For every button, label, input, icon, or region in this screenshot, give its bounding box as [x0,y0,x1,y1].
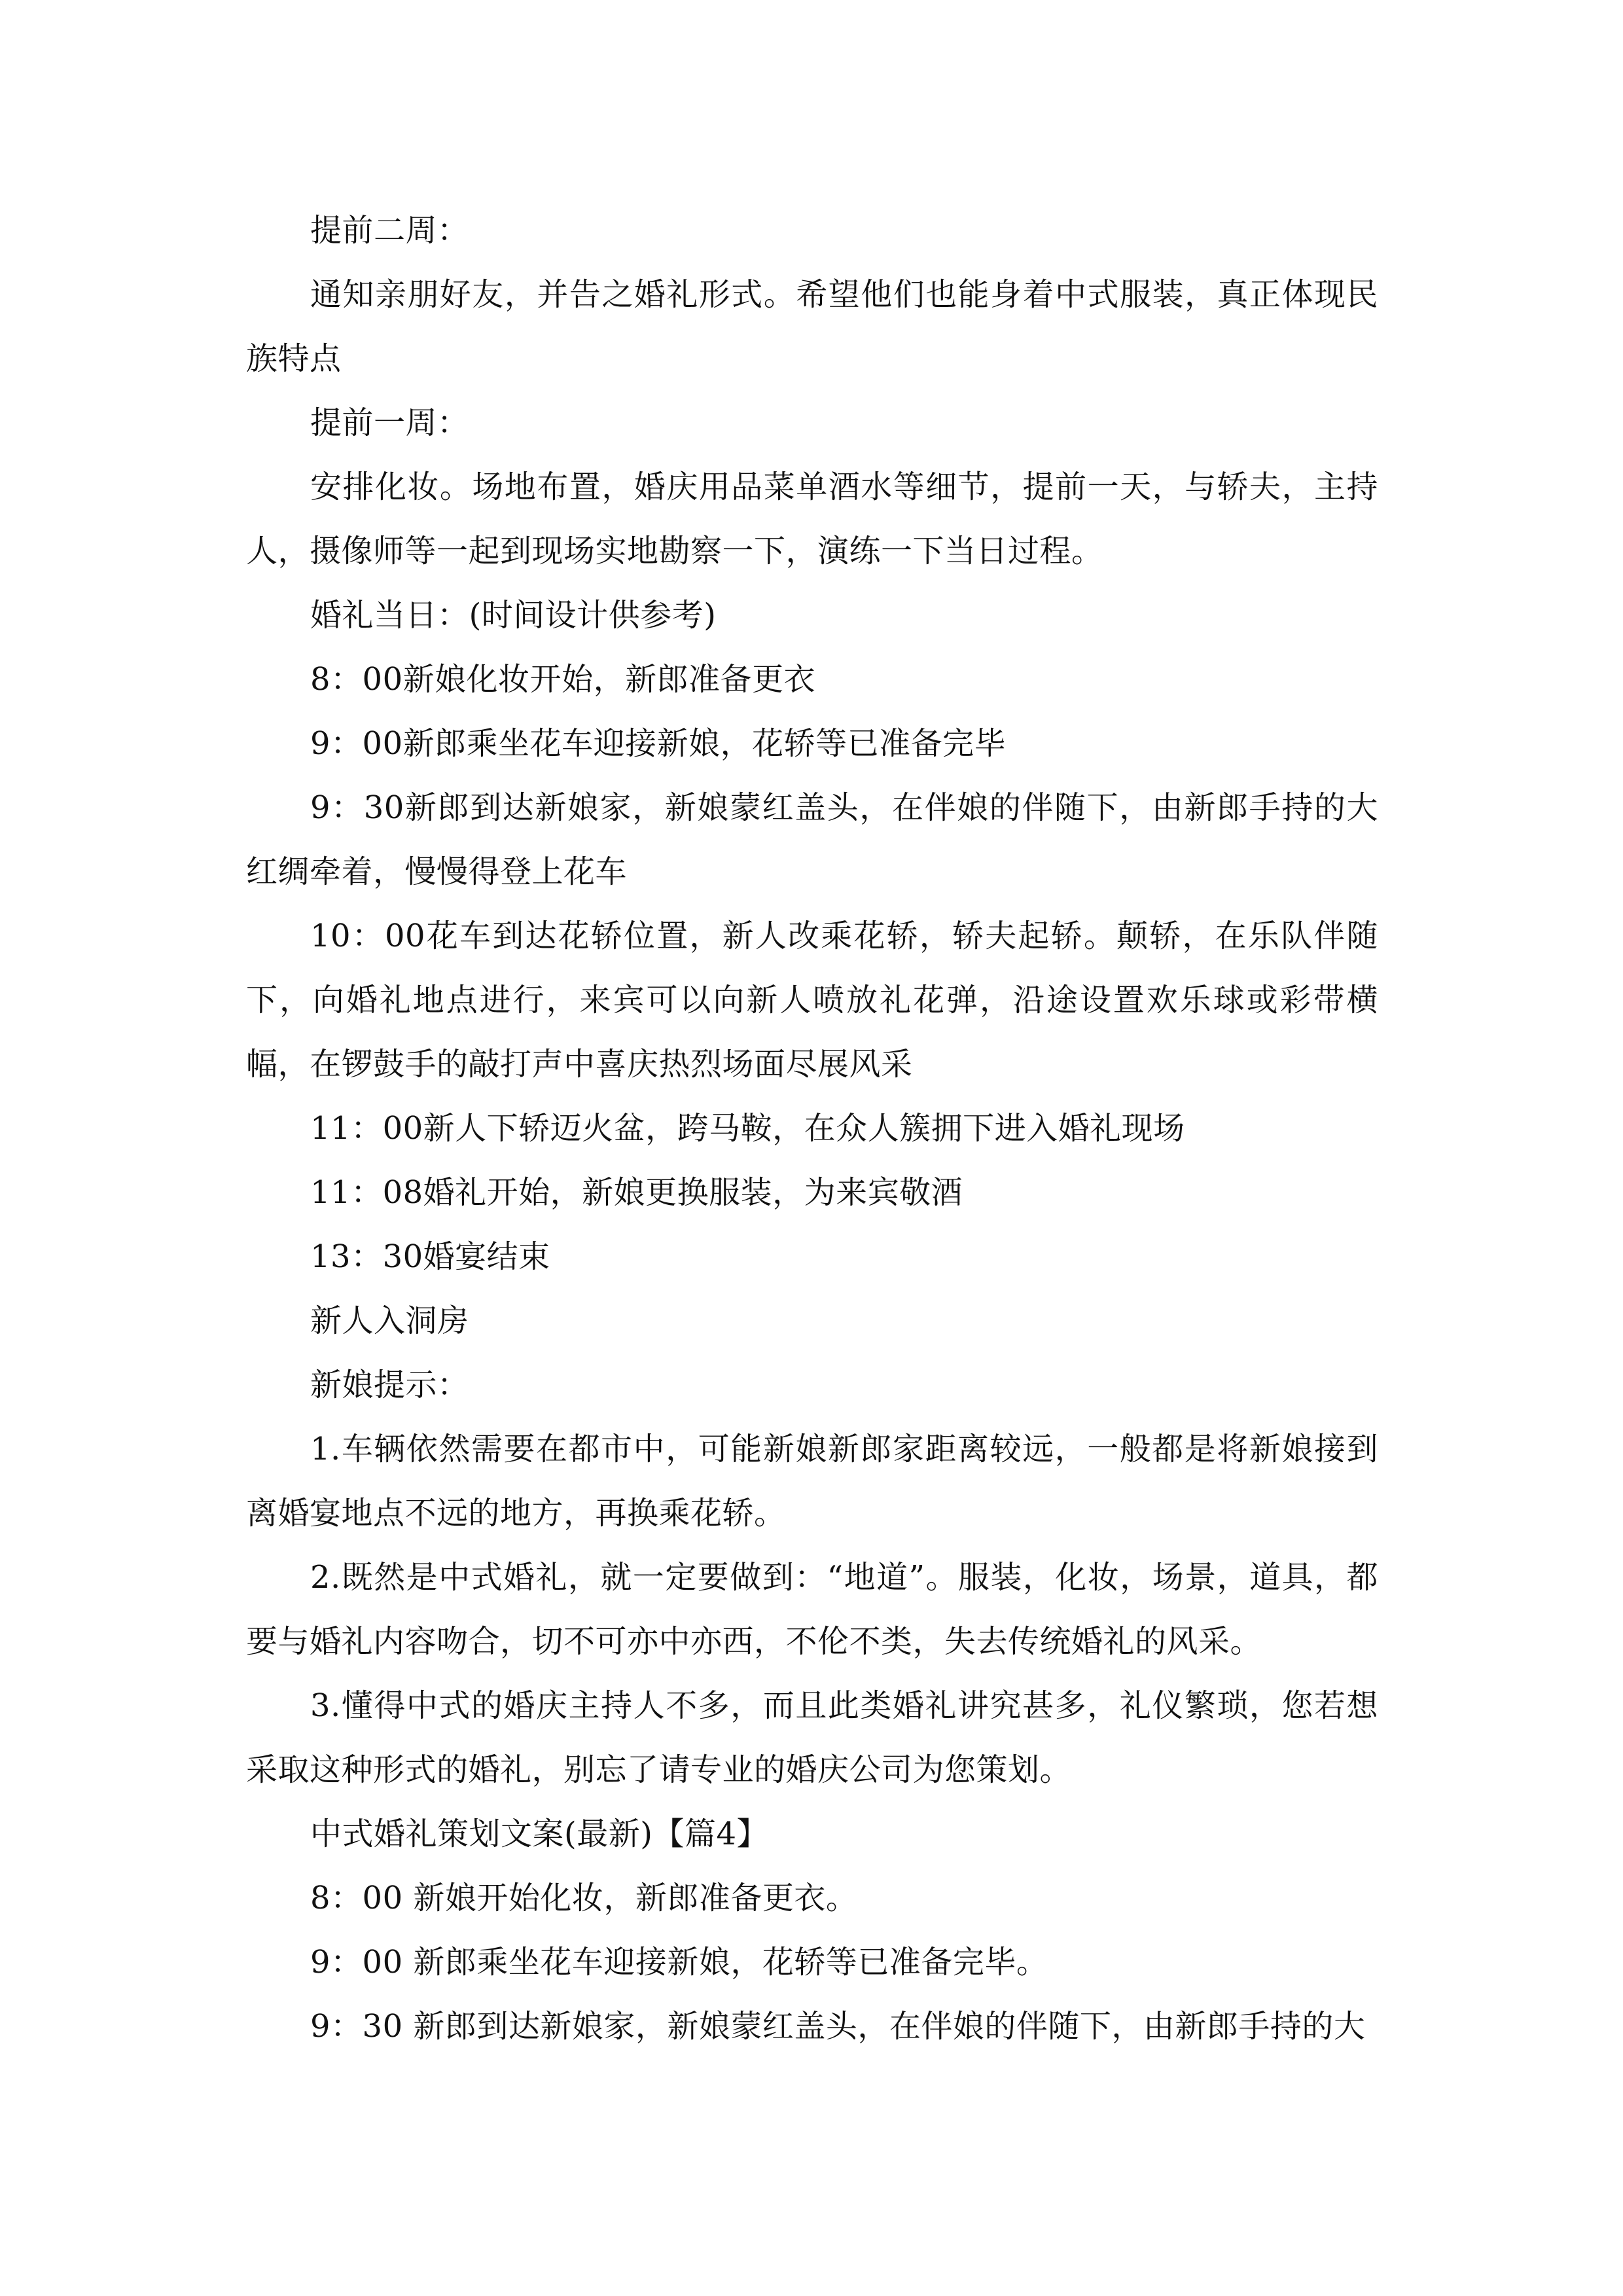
paragraph-two-weeks-before-heading: 提前二周： [310,212,469,249]
paragraph-part4-time-0800: 8：00 新娘开始化妆，新郎准备更衣。 [310,1880,858,1916]
section-title-part-4: 中式婚礼策划文案(最新)【篇4】 [310,1816,768,1852]
document-body [246,198,1378,2058]
paragraph-part4-time-0900: 9：00 新郎乘坐花车迎接新娘，花轿等已准备完毕。 [310,1944,1048,1981]
paragraph-time-0900: 9：00新郎乘坐花车迎接新娘，花轿等已准备完毕 [310,725,1007,762]
paragraph-wedding-day-heading: 婚礼当日：(时间设计供参考) [310,597,717,634]
paragraph-one-week-before-heading: 提前一周： [310,404,469,441]
paragraph-bridal-chamber: 新人入洞房 [310,1302,469,1339]
paragraph-tip-2: 2.既然是中式婚礼，就一定要做到：“地道”。服装，化妆，场景，道具，都要与婚礼内容吻合，切不可亦中亦西，不伦不类，失去传统婚礼的风采。 [246,1559,1378,1660]
paragraph-arrange-makeup: 安排化妆。场地布置，婚庆用品菜单酒水等细节，提前一天，与轿夫，主持人，摄像师等一起到现场实地勘察一下，演练一下当日过程。 [246,469,1378,569]
paragraph-time-0930: 9：30新郎到达新娘家，新娘蒙红盖头，在伴娘的伴随下，由新郎手持的大红绸牵着，慢慢得登上花车 [246,789,1378,890]
paragraph-part4-time-0930: 9：30 新郎到达新娘家，新娘蒙红盖头，在伴娘的伴随下，由新郎手持的大 [310,2008,1366,2045]
paragraph-time-1108: 11：08婚礼开始，新娘更换服装，为来宾敬酒 [310,1174,963,1211]
paragraph-notify-friends: 通知亲朋好友，并告之婚礼形式。希望他们也能身着中式服装，真正体现民族特点 [246,276,1378,377]
paragraph-time-1000: 10：00花车到达花轿位置，新人改乘花轿，轿夫起轿。颠轿，在乐队伴随下，向婚礼地点进行，来宾可以向新人喷放礼花弹，沿途设置欢乐球或彩带横幅，在锣鼓手的敲打声中喜庆热烈场面尽展风采 [246,918,1378,1083]
paragraph-time-1330: 13：30婚宴结束 [310,1238,550,1275]
paragraph-tip-3: 3.懂得中式的婚庆主持人不多，而且此类婚礼讲究甚多，礼仪繁琐，您若想采取这种形式的婚礼，别忘了请专业的婚庆公司为您策划。 [246,1687,1378,1788]
paragraph-time-1100: 11：00新人下轿迈火盆，跨马鞍，在众人簇拥下进入婚礼现场 [310,1110,1185,1147]
paragraph-time-0800: 8：00新娘化妆开始，新郎准备更衣 [310,661,816,698]
paragraph-tip-1: 1.车辆依然需要在都市中，可能新娘新郎家距离较远，一般都是将新娘接到离婚宴地点不远的地方，再换乘花轿。 [246,1431,1378,1532]
paragraph-bride-tips-heading: 新娘提示： [310,1367,469,1403]
